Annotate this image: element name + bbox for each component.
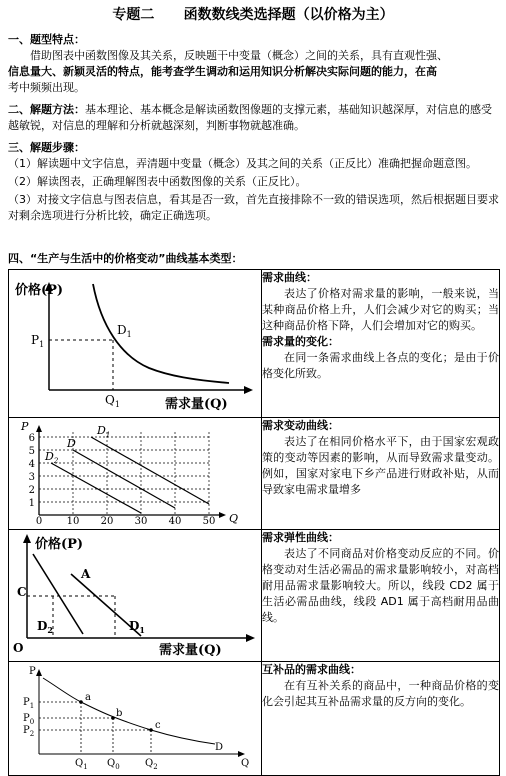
section-2-heading: 二、解题方法： (8, 103, 85, 116)
label-q1: $Q_1$ (75, 758, 88, 770)
section-3 (8, 140, 500, 224)
svg-text:20: 20 (100, 516, 114, 524)
x-axis-label: 需求量(Q) (159, 643, 222, 656)
grid-lines (39, 432, 209, 515)
label-d1: $D_1$ (129, 619, 145, 635)
demand-shift-text (262, 418, 500, 530)
section-1-body-b: 信息量大、新颖灵活的特点，能考查学生调动和运用知识分析解决实际问题的能力，在高 (8, 65, 437, 78)
svg-text:10: 10 (66, 516, 80, 524)
demand-curve (43, 678, 215, 744)
svg-text:30: 30 (134, 516, 148, 524)
section-1 (8, 32, 500, 96)
svg-text:2: 2 (28, 485, 35, 496)
section-4-heading: 四、“生产与生活中的价格变动”曲线基本类型： (8, 252, 243, 265)
label-d2: $D_2$ (45, 450, 59, 465)
row-desc-2: 在同一条需求曲线上各点的变化；是由于价格变化所致。 (262, 351, 499, 380)
y-axis-arrow (36, 425, 42, 432)
label-q: Q (229, 512, 239, 524)
figure-demand-curve (9, 270, 262, 418)
page-title: 专题二 函数数线类选择题（以价格为主） (112, 7, 394, 23)
label-d: D (67, 437, 76, 450)
row-desc: 在有互补关系的商品中，一种商品价格的变化会引起其互补品需求量的反方向的变化。 (262, 679, 499, 708)
x-axis-arrow (238, 751, 245, 757)
table-row (9, 662, 500, 776)
label-a: a (85, 692, 91, 703)
row-title: 需求弹性曲线： (262, 531, 339, 544)
section-1-heading: 一、题型特点： (8, 33, 85, 46)
x-axis-arrow (244, 386, 253, 394)
section-1-body-c: 考中频频出现。 (8, 81, 85, 94)
section-3-step-1: （1）解读题中文字信息，弄清题中变量（概念）及其之间的关系（正反比）准确把握命题意图。 (8, 157, 477, 170)
elasticity-figure (9, 530, 259, 656)
y-axis-arrow (23, 534, 31, 543)
figure-demand-shift (9, 418, 262, 530)
label-d: D (215, 742, 224, 753)
curve-d (73, 450, 175, 508)
label-q2: $Q_2$ (145, 758, 158, 770)
label-q0: $Q_0$ (107, 758, 120, 770)
label-o: O (13, 641, 24, 655)
label-q: Q (241, 758, 250, 769)
label-q1: $Q_1$ (105, 393, 120, 409)
svg-text:6: 6 (28, 433, 35, 444)
elasticity-text (262, 530, 500, 662)
row-desc: 表达了不同商品对价格变动反应的不同。价格变动对生活必需品的需求量影响较小，对高档耐用品需求量影响较大。所以，线段 CD2 属于生活必需品曲线，线段 AD1 属于高档耐用品曲线。 (262, 547, 499, 624)
guide-lines (39, 702, 151, 754)
label-d1: $D_1$ (117, 323, 132, 339)
label-a: A (81, 567, 91, 581)
label-c: c (155, 720, 161, 731)
label-p0: $P_0$ (23, 713, 35, 726)
y-axis-arrow (36, 669, 42, 676)
svg-text:0: 0 (35, 516, 43, 524)
section-3-step-2: （2）解读图表，正确理解图表中函数图像的关系（正反比）。 (8, 175, 307, 188)
complement-figure (9, 662, 259, 770)
section-3-heading: 三、解题步骤： (8, 141, 85, 154)
figure-complement (9, 662, 262, 776)
section-1-body-a: 借助图表中函数图像及其关系，反映题干中变量（概念）之间的关系，具有直观性强、 (30, 49, 448, 62)
label-d2: $D_2$ (37, 619, 53, 635)
y-axis-label: 价格(P) (35, 537, 84, 552)
svg-text:1: 1 (28, 498, 35, 509)
row-title-2: 需求量的变化： (262, 335, 339, 348)
figure-elasticity (9, 530, 262, 662)
table-row (9, 418, 500, 530)
demand-curve-text (262, 270, 500, 418)
x-axis-label: 需求量(Q) (165, 397, 228, 412)
curve-types-table (8, 269, 500, 776)
label-p: P (21, 420, 29, 433)
label-p: P (29, 666, 36, 677)
y-tick-labels (29, 433, 35, 509)
svg-text:4: 4 (28, 459, 35, 470)
demand-shift-figure (9, 418, 259, 524)
section-2-body: 基本理论、基本概念是解读函数图像题的支撑元素，基础知识越深厚，对信息的感受越敏锐，对信息的理解和分析就越深刻，判断事物就越准确。 (8, 103, 492, 132)
label-p1: $P_1$ (23, 697, 35, 710)
label-p2: $P_2$ (23, 725, 35, 738)
section-2 (8, 102, 500, 134)
row-desc: 表达了在相同价格水平下，由于国家宏观政策的变动等因素的影响，从而导致需求量变动。例如，国家对家电下乡产品进行财政补贴，从而导致家电需求量增多 (262, 435, 499, 496)
row-desc: 表达了价格对需求量的影响，一般来说，当某种商品价格上升，人们会减少对它的购买；当这种商品价格下降，人们会增加对它的购买。 (262, 287, 499, 332)
label-p1: $P_1$ (31, 333, 45, 349)
complement-text (262, 662, 500, 776)
row-title: 需求变动曲线： (262, 419, 339, 432)
demand-curve (93, 284, 229, 383)
section-3-step-3: （3）对接文字信息与图表信息，看其是否一致，首先直接排除不一致的错误选项，然后根据题目要求对剩余选项进行分析比较，确定正确选项。 (8, 193, 499, 222)
curve-d2 (51, 463, 141, 513)
x-axis-arrow (246, 634, 255, 642)
row-title: 需求曲线： (262, 271, 317, 284)
svg-text:5: 5 (28, 446, 35, 457)
demand-curve-figure (9, 270, 259, 412)
y-axis-label: 价格(P) (15, 283, 64, 298)
label-c: C (17, 585, 27, 599)
row-title: 互补品的需求曲线： (262, 663, 361, 676)
label-b: b (116, 708, 123, 719)
table-row (9, 530, 500, 662)
svg-text:3: 3 (28, 472, 35, 483)
table-row (9, 270, 500, 418)
svg-text:50: 50 (202, 516, 216, 524)
svg-text:40: 40 (168, 516, 182, 524)
x-axis-arrow (219, 512, 226, 518)
label-d1: $D_1$ (97, 424, 111, 439)
x-tick-labels (36, 516, 216, 524)
